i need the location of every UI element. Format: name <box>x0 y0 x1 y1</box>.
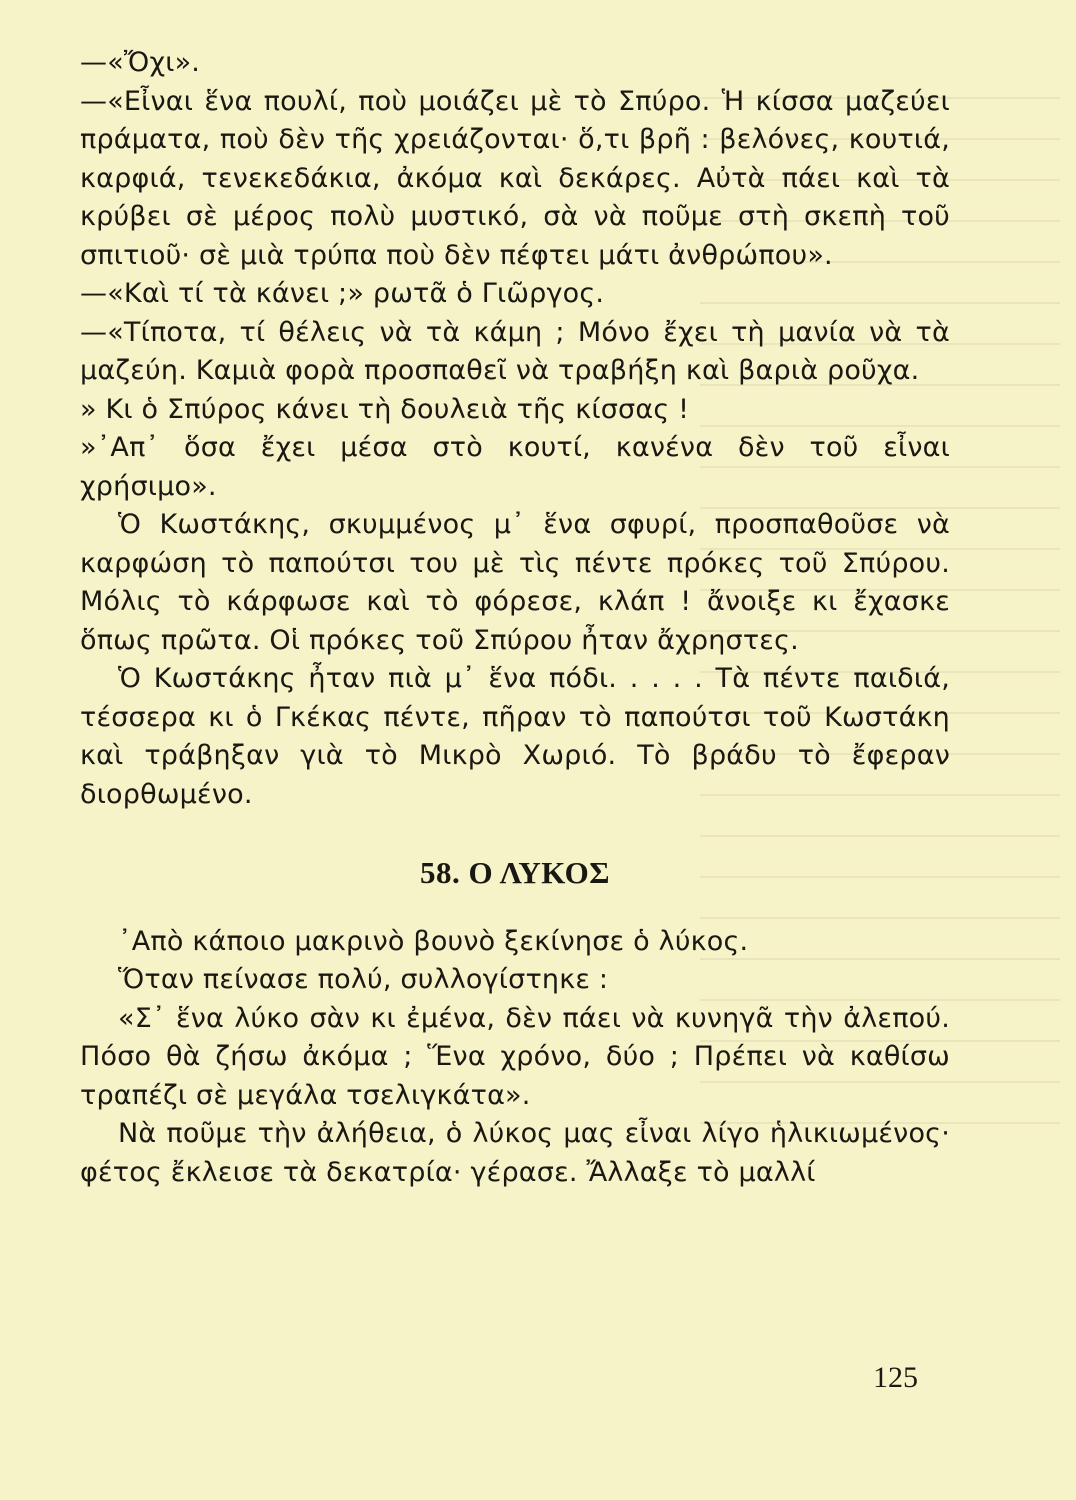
paragraph: Ὅταν πείνασε πολύ, συλλογίστηκε : <box>118 964 609 995</box>
paragraph: »᾿Απ᾿ ὅσα ἔχει μέσα στὸ κουτί, κανένα δὲν τοῦ εἶναι χρήσιμο». <box>80 432 950 502</box>
paragraph: ᾿Απὸ κάποιο μακρινὸ βουνὸ ξεκίνησε ὁ λύκος. <box>118 925 749 957</box>
paragraph: —«Εἶναι ἕνα πουλί, ποὺ μοιάζει μὲ τὸ Σπύρο. Ἡ κίσσα μαζεύει πράματα, ποὺ δὲν τῆς χρειάζονται· ὅ,τι βρῆ : βελόνες, κουτιά, καρφιά, τενεκεδάκια, ἀκόμα καὶ δεκάρες. Αὐτὰ πάει καὶ τὰ κρύβει σὲ μέρος πολὺ μυστικό, σὰ νὰ ποῦμε στὴ σκεπὴ τοῦ σπιτιοῦ· σὲ μιὰ τρύπα ποὺ δὲν πέφτει μάτι ἀνθρώπου». <box>80 85 950 271</box>
text-block <box>80 44 950 1192</box>
paragraph: Νὰ ποῦμε τὴν ἀλήθεια, ὁ λύκος μας εἶναι λίγο ἡλικιωμένος· φέτος ἔκλεισε τὰ δεκατρία· γέρασε. Ἄλλαξε τὸ μαλλί <box>80 1118 950 1188</box>
paragraph: —«Καὶ τί τὰ κάνει ;» ρωτᾶ ὁ Γιῶργος. <box>80 278 605 309</box>
paragraph: Ὁ Κωστάκης ἦταν πιὰ μ᾿ ἕνα πόδι. . . . . Τὰ πέντε παιδιά, τέσσερα κι ὁ Γκέκας πέντε, πῆραν τὸ παπούτσι τοῦ Κωστάκη καὶ τράβηξαν γιὰ τὸ Μικρὸ Χωριό. Τὸ βράδυ τὸ ἔφεραν διορθωμένο. <box>80 663 950 810</box>
chapter-heading: 58. Ο ΛΥΚΟΣ <box>420 855 610 890</box>
paragraph: —«Τίποτα, τί θέλεις νὰ τὰ κάμη ; Μόνο ἔχει τὴ μανία νὰ τὰ μαζεύη. Καμιὰ φορὰ προσπαθεῖ νὰ τραβήξη καὶ βαριὰ ροῦχα. <box>80 316 950 386</box>
paragraph: «Σ᾿ ἕνα λύκο σὰν κι ἐμένα, δὲν πάει νὰ κυνηγᾶ τὴν ἀλεπού. Πόσο θὰ ζήσω ἀκόμα ; Ἕνα χρόνο, δύο ; Πρέπει νὰ καθίσω τραπέζι σὲ μεγάλα τσελιγκάτα». <box>80 1002 950 1111</box>
paragraph: » Κι ὁ Σπύρος κάνει τὴ δουλειὰ τῆς κίσσας ! <box>80 393 690 425</box>
page-number: 125 <box>873 1361 918 1394</box>
paragraph: —«Ὄχι». <box>80 47 201 78</box>
paragraph: Ὁ Κωστάκης, σκυμμένος μ᾿ ἕνα σφυρί, προσπαθοῦσε νὰ καρφώση τὸ παπούτσι του μὲ τὶς πέντε πρόκες τοῦ Σπύρου. Μόλις τὸ κάρφωσε καὶ τὸ φόρεσε, κλάπ ! ἄνοιξε κι ἔχασκε ὅπως πρῶτα. Οἱ πρόκες τοῦ Σπύρου ἦταν ἄχρηστες. <box>80 509 950 656</box>
